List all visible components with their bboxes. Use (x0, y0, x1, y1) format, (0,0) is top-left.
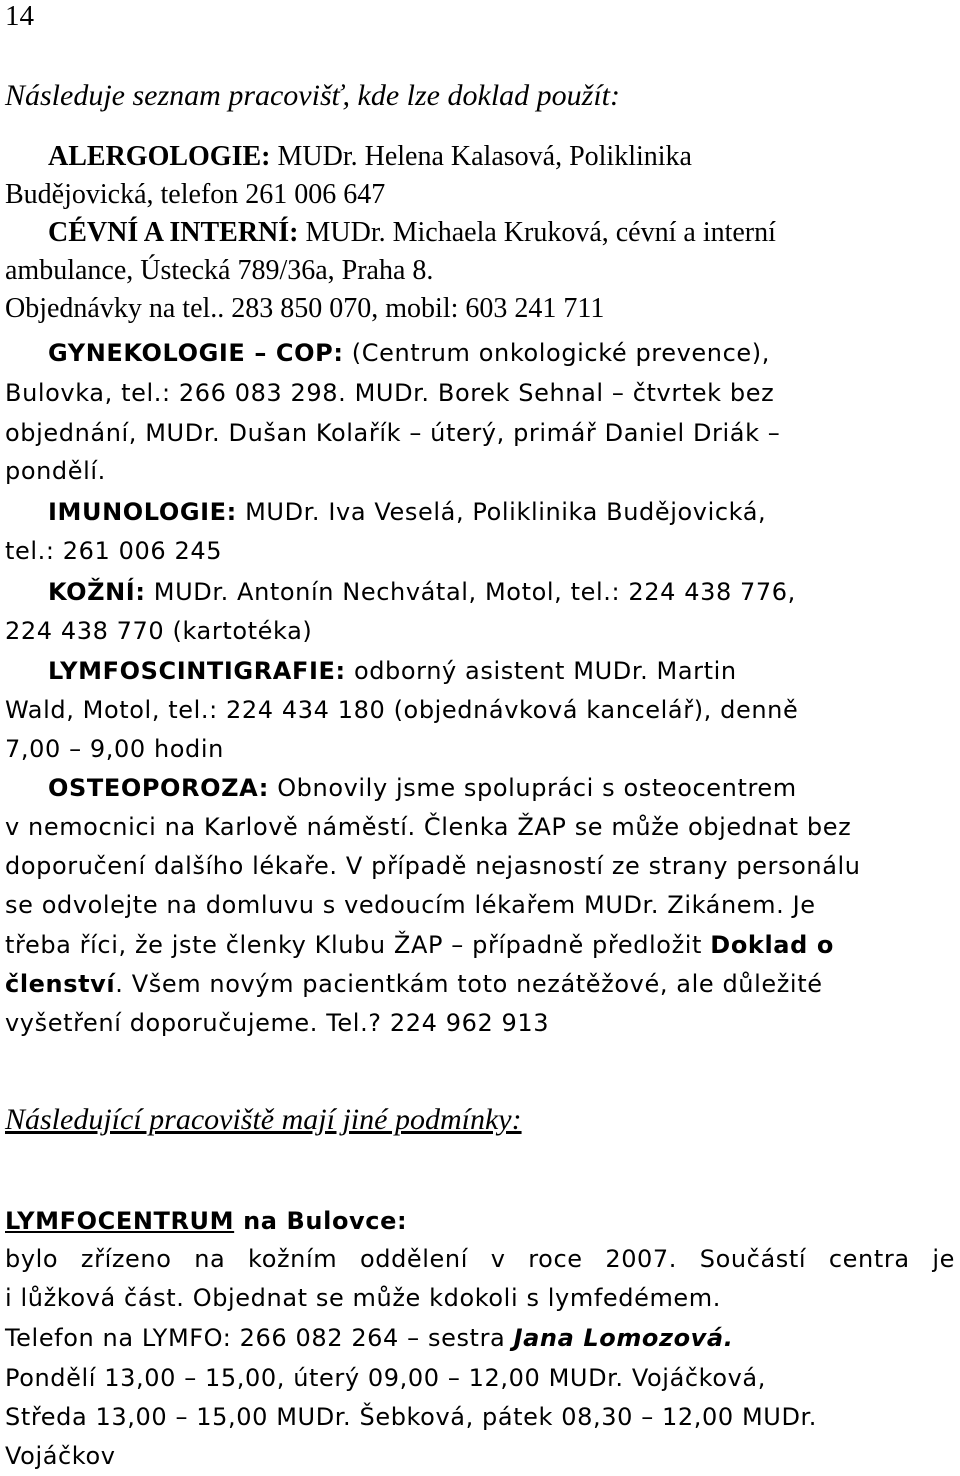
entry-osteoporoza-line6 (5, 968, 955, 1000)
entry-text: MUDr. Antonín Nechvátal, Motol, tel.: 224 438 776, (153, 578, 796, 606)
entry-lymfoscintigrafie-line2: Wald, Motol, tel.: 224 434 180 (objednávková kancelář), denně (5, 696, 799, 724)
lymfocentrum-line3 (5, 1322, 955, 1354)
entry-imunologie-line2: tel.: 261 006 245 (5, 537, 223, 565)
nurse-name: Jana Lomozová. (513, 1324, 734, 1352)
entry-label: IMUNOLOGIE: (48, 498, 237, 526)
entry-lymfoscintigrafie-line3: 7,00 – 9,00 hodin (5, 735, 224, 763)
entry-text: (Centrum onkologické prevence), (351, 339, 770, 367)
lymfocentrum-line2: i lůžková část. Objednat se může kdokoli s lymfedémem. (5, 1284, 722, 1312)
entry-alergologie-line2: Budějovická, telefon 261 006 647 (5, 179, 386, 210)
entry-text: . Všem novým pacientkám toto nezátěžové, ale důležité (115, 970, 823, 998)
entry-text: odborný asistent MUDr. Martin (353, 657, 737, 685)
entry-gynekologie-line2: Bulovka, tel.: 266 083 298. MUDr. Borek Sehnal – čtvrtek bez (5, 379, 775, 407)
entry-gynekologie-line1 (48, 337, 955, 369)
entry-cevni-line2: ambulance, Ústecká 789/36a, Praha 8. (5, 255, 434, 286)
lymfocentrum-line6: Vojáčkov (5, 1442, 116, 1470)
entry-alergologie-line1 (48, 141, 955, 173)
clenstvi-label: členství (5, 970, 116, 998)
page-number: 14 (5, 0, 34, 32)
entry-cevni-line1 (48, 217, 955, 249)
entry-label: KOŽNÍ: (48, 578, 146, 606)
entry-kozni-line2: 224 438 770 (kartotéka) (5, 617, 313, 645)
entry-lymfoscintigrafie-line1 (48, 655, 955, 687)
lymfocentrum-title (5, 1205, 955, 1237)
entry-osteoporoza-line1 (48, 772, 955, 804)
entry-text: třeba říci, že jste členky Klubu ŽAP – případně předložit (5, 931, 703, 959)
lymfocentrum-line1: bylo zřízeno na kožním oddělení v roce 2007. Součástí centra je (5, 1245, 955, 1273)
entry-label: LYMFOSCINTIGRAFIE: (48, 657, 346, 685)
lymfocentrum-line4: Pondělí 13,00 – 15,00, úterý 09,00 – 12,00 MUDr. Vojáčková, (5, 1364, 766, 1392)
entry-label: ALERGOLOGIE: (48, 141, 271, 172)
doklad-label: Doklad o (710, 931, 834, 959)
entry-gynekologie-line3: objednání, MUDr. Dušan Kolařík – úterý, primář Daniel Driák – (5, 419, 781, 447)
entry-imunologie-line1 (48, 496, 955, 528)
entry-osteoporoza-line2: v nemocnici na Karlově náměstí. Členka ŽAP se může objednat bez (5, 813, 852, 841)
entry-text: Telefon na LYMFO: 266 082 264 – sestra (5, 1324, 514, 1352)
lymfocentrum-line5: Středa 13,00 – 15,00 MUDr. Šebková, pátek 08,30 – 12,00 MUDr. (5, 1403, 818, 1431)
entry-text: Obnovily jsme spolupráci s osteocentrem (277, 774, 797, 802)
entry-label: CÉVNÍ A INTERNÍ: (48, 217, 299, 248)
heading-workplaces: Následuje seznam pracovišť, kde lze doklad použít: (5, 79, 620, 112)
entry-cevni-line3: Objednávky na tel.. 283 850 070, mobil: 603 241 711 (5, 293, 605, 324)
entry-osteoporoza-line7: vyšetření doporučujeme. Tel.? 224 962 913 (5, 1009, 550, 1037)
entry-osteoporoza-line3: doporučení dalšího lékaře. V případě nejasností ze strany personálu (5, 852, 861, 880)
heading-other-workplaces: Následující pracoviště mají jiné podmínky: (5, 1103, 522, 1136)
lymfocentrum-name: LYMFOCENTRUM (5, 1207, 235, 1235)
entry-label: GYNEKOLOGIE – COP: (48, 339, 344, 367)
entry-text: MUDr. Michaela Kruková, cévní a interní (305, 217, 776, 248)
lymfocentrum-location: na Bulovce: (234, 1207, 408, 1235)
entry-osteoporoza-line5 (5, 929, 955, 961)
entry-label: OSTEOPOROZA: (48, 774, 269, 802)
entry-gynekologie-line4: pondělí. (5, 457, 106, 485)
entry-kozni-line1 (48, 576, 955, 608)
entry-osteoporoza-line4: se odvolejte na domluvu s vedoucím lékařem MUDr. Zikánem. Je (5, 891, 816, 919)
entry-text: MUDr. Iva Veselá, Poliklinika Budějovická, (245, 498, 767, 526)
entry-text: MUDr. Helena Kalasová, Poliklinika (277, 141, 692, 172)
